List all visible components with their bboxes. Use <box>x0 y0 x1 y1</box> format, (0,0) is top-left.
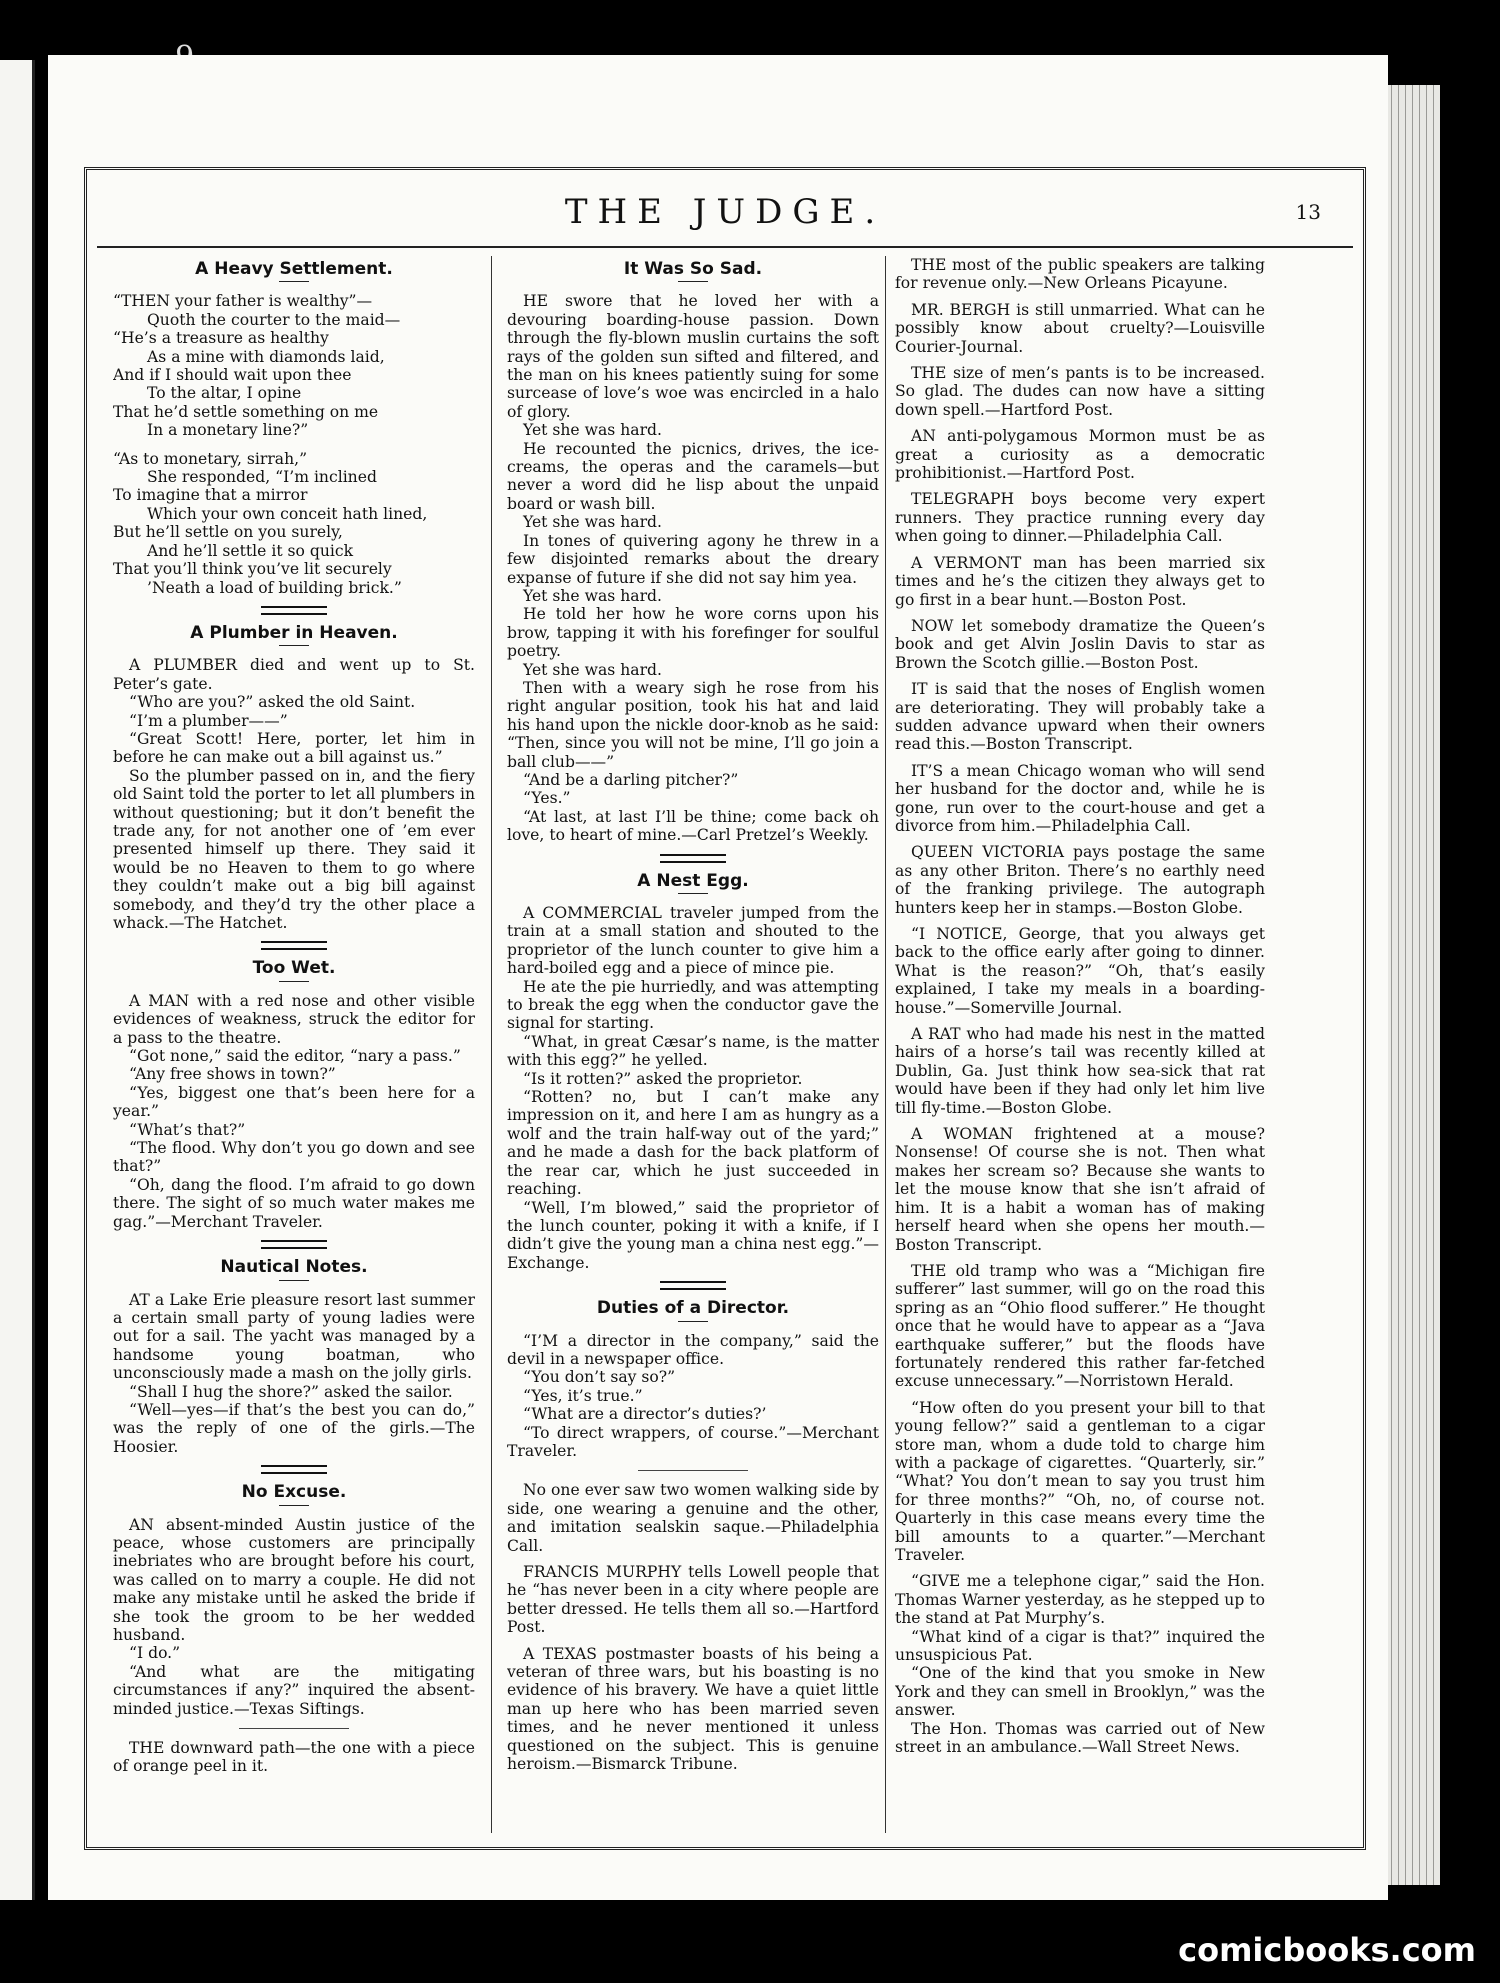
column-2 <box>507 256 879 1833</box>
paragraph: “What are a director’s duties?’ <box>523 1405 767 1424</box>
poem-line: Which your own conceit hath lined, <box>147 504 428 523</box>
paragraph: AN absent-minded Austin justice of the peace, whose customers are principally inebriates who are brought before his court, was called on to marry a couple. He did not make any mistake until he asked the bride if she took the groom to be her wedded husband. <box>113 1515 475 1644</box>
paragraph: A TEXAS postmaster boasts of his being a veteran of three wars, but his boasting is no evidence of his bravery. We have a quiet little man up here who has been married seven times, and he never mentioned it unless questioned on the subject. This is genuine heroism.—Bismarck Tribune. <box>507 1644 879 1774</box>
paragraph: Then with a weary sigh he rose from his right angular position, took his hat and laid his hand upon the nickle door-knob as he said: “Then, since you will not be mine, I’ll go join a ball club——” <box>507 678 879 771</box>
column-1 <box>113 256 475 1833</box>
paragraph: “Shall I hug the shore?” asked the sailor. <box>129 1382 453 1401</box>
paragraph: AT a Lake Erie pleasure resort last summer a certain small party of young ladies were out for a sail. The yacht was managed by a handsome young boatman, who unconsciously made a mash on the jolly girls. <box>113 1290 475 1383</box>
poem-line: To imagine that a mirror <box>113 486 308 505</box>
masthead-title: THE JUDGE. <box>564 192 886 232</box>
paragraph: THE size of men’s pants is to be increased. So glad. The dudes can now have a sitting down spell.—Hartford Post. <box>895 364 1265 419</box>
poem-line: As a mine with diamonds laid, <box>147 347 385 366</box>
poem-line: She responded, “I’m inclined <box>147 468 377 487</box>
paragraph: The Hon. Thomas was carried out of New street in an ambulance.—Wall Street News. <box>895 1719 1265 1757</box>
paragraph: THE old tramp who was a “Michigan fire sufferer” last summer, will go on the road this spring as an “Ohio flood sufferer.” He thought once that he would have to appear as a “Java earthquake sufferer,” but the floods have fortunately rendered this rather far-fetched excuse unnecessary.”—Norristown Herald. <box>895 1261 1265 1391</box>
article-title: A Plumber in Heaven. <box>190 622 398 643</box>
paragraph: A VERMONT man has been married six times and he’s the citizen they always get to go first in a bear hunt.—Boston Post. <box>895 553 1265 609</box>
article-title: Duties of a Director. <box>596 1298 790 1319</box>
title-rule <box>279 981 309 982</box>
item-separator <box>638 1470 748 1471</box>
title-rule <box>279 645 309 646</box>
paragraph: He told her how he wore corns upon his brow, tapping it with his forefinger for soulful poetry. <box>507 605 879 661</box>
paragraph: “You don’t say so?” <box>523 1368 676 1387</box>
paragraph: So the plumber passed on in, and the fiery old Saint told the porter to let all plumbers in without questioning; but it don’t benefit the trade any, for not another one of ’em ever presented himself up there. They said it would be no Heaven to them to go where they couldn’t make out a big bill against somebody, and they’d try the other place a whack.—The Hatchet. <box>113 766 475 932</box>
paragraph: “I do.” <box>129 1644 181 1663</box>
poem-line: That he’d settle something on me <box>113 402 379 421</box>
poem-line: ’Neath a load of building brick.” <box>147 578 402 597</box>
section-separator <box>261 606 327 615</box>
paragraph: IT’S a mean Chicago woman who will send her husband for the doctor and, while he is gone, run over to the court-house and get a divorce from him.—Philadelphia Call. <box>895 761 1265 835</box>
section-separator <box>261 941 327 950</box>
paragraph: “At last, at last I’ll be thine; come back oh love, to heart of mine.—Carl Pretzel’s Weekly. <box>507 807 879 845</box>
article-title: Too Wet. <box>252 958 336 979</box>
column-3 <box>895 256 1265 1833</box>
poem-line: In a monetary line?” <box>147 421 309 440</box>
title-rule <box>678 281 708 282</box>
paragraph: “One of the kind that you smoke in New York and they can smell in Brooklyn,” was the answer. <box>895 1664 1265 1720</box>
paragraph: A MAN with a red nose and other visible evidences of weakness, struck the editor for a pass to the theatre. <box>113 991 475 1047</box>
article-title: It Was So Sad. <box>623 259 763 279</box>
section-separator <box>261 1240 327 1249</box>
paragraph: No one ever saw two women walking side by side, one wearing a genuine and the other, and imitation sealskin saque.—Philadelphia Call. <box>507 1481 879 1555</box>
title-rule <box>678 893 708 894</box>
paragraph: “Yes.” <box>523 789 571 808</box>
column-rule <box>491 256 492 1833</box>
title-rule <box>279 281 309 282</box>
section-separator <box>660 854 726 863</box>
paragraph: “Is it rotten?” asked the proprietor. <box>523 1069 803 1088</box>
left-page-edge <box>0 60 35 1900</box>
page-edge-stack <box>1385 85 1440 1885</box>
article-title: No Excuse. <box>241 1482 347 1503</box>
paragraph: TELEGRAPH boys become very expert runners. They practice running every day when going to dinner.—Philadelphia Call. <box>895 490 1265 546</box>
column-rule <box>885 256 886 1833</box>
paragraph: AN anti-polygamous Mormon must be as great a curiosity as a democratic prohibitionist.—Hartford Post. <box>895 427 1265 483</box>
paragraph: A PLUMBER died and went up to St. Peter’s gate. <box>113 656 475 693</box>
paragraph: “How often do you present your bill to that young fellow?” said a gentleman to a cigar store man, whom a dude told to charge him with a package of cigarettes. “Quarterly, sir.” “What? You don’t mean to say you trust him for three months?” “Oh, no, of course not. Quarterly in this case means every time the bill amounts to a quarter.”—Merchant Traveler. <box>895 1398 1265 1564</box>
poem-line: “He’s a treasure as healthy <box>113 329 329 348</box>
paragraph: Yet she was hard. <box>523 660 662 679</box>
paragraph: “Great Scott! Here, porter, let him in before he can make out a bill against us.” <box>113 729 475 767</box>
paragraph: A WOMAN frightened at a mouse? Nonsense! Of course she is not. Then what makes her scream so? Because she wants to let the mouse know that she isn’t afraid of him. It is a habit a woman has of making herself heard when she opens her mouth.—Boston Transcript. <box>895 1125 1265 1254</box>
paragraph: “Got none,” said the editor, “nary a pass.” <box>129 1047 461 1066</box>
paragraph: “And what are the mitigating circumstances if any?” inquired the absent-minded justice.—Texas Siftings. <box>113 1662 475 1718</box>
page-frame <box>84 167 1366 1850</box>
paragraph: “Rotten? no, but I can’t make any impression on it, and here I am as hungry as a wolf and the train half-way out of the yard;” and he made a dash for the back platform of the rear car, which he just succeeded in reaching. <box>507 1088 879 1199</box>
poem-line: And if I should wait upon thee <box>113 366 352 385</box>
article-title: A Heavy Settlement. <box>195 259 393 279</box>
poem-line: That you’ll think you’ve lit securely <box>113 560 392 579</box>
poem <box>113 292 475 597</box>
item-separator <box>239 1728 349 1729</box>
poem-line: And he’ll settle it so quick <box>147 541 354 560</box>
paragraph: FRANCIS MURPHY tells Lowell people that he “has never been in a city where people are better dressed. He tells them all so.—Hartford Post. <box>507 1563 879 1637</box>
paragraph: THE downward path—the one with a piece of orange peel in it. <box>113 1739 475 1776</box>
paragraph: “And be a darling pitcher?” <box>523 770 739 789</box>
paragraph: “I NOTICE, George, that you always get back to the office early after going to dinner. What is the reason?” “Oh, that’s easily explained, I take my meals in a boarding-house.”—Somerville Journal. <box>895 925 1265 1017</box>
paragraph: “Any free shows in town?” <box>129 1065 336 1084</box>
paragraph: QUEEN VICTORIA pays postage the same as any other Briton. There’s no earthly need of the franking privilege. The autograph hunters keep her in stamps.—Boston Globe. <box>895 843 1265 917</box>
paragraph: NOW let somebody dramatize the Queen’s book and get Alvin Joslin Davis to star as Brown the Scotch gillie.—Boston Post. <box>895 616 1265 672</box>
watermark: comicbooks.com <box>1178 1931 1476 1969</box>
paragraph: Yet she was hard. <box>523 421 662 440</box>
paragraph: A COMMERCIAL traveler jumped from the train at a small station and shouted to the proprietor of the lunch counter to give him a hard-boiled egg and a piece of mince pie. <box>507 904 879 978</box>
paragraph: “Who are you?” asked the old Saint. <box>129 693 416 712</box>
paragraph: Yet she was hard. <box>523 586 662 605</box>
paragraph: “I’M a director in the company,” said the devil in a newspaper office. <box>507 1331 879 1368</box>
poem-line: Quoth the courter to the maid— <box>147 310 401 329</box>
paragraph: IT is said that the noses of English women are deteriorating. They will probably take a sudden advance upward when their owners read this.—Boston Transcript. <box>895 680 1265 754</box>
paragraph: “What kind of a cigar is that?” inquired the unsuspicious Pat. <box>895 1627 1265 1665</box>
poem-line: “THEN your father is wealthy”— <box>113 292 373 311</box>
article-title: A Nest Egg. <box>637 870 749 891</box>
paragraph: “I’m a plumber——” <box>129 711 288 730</box>
paragraph: MR. BERGH is still unmarried. What can he possibly know about cruelty?—Louisville Courier-Journal. <box>895 300 1265 356</box>
poem-line: “As to monetary, sirrah,” <box>113 449 308 468</box>
paragraph: HE swore that he loved her with a devouring boarding-house passion. Down through the fly-blown muslin curtains the soft rays of the golden sun sifted and filtered, and the man on his knees patiently suing for some surcease of love’s woe was encircled in a halo of glory. <box>507 292 879 421</box>
paragraph: He recounted the picnics, drives, the ice-creams, the operas and the caramels—but never a word did he lisp about the unpaid board or wash bill. <box>507 439 879 513</box>
poem-line: But he’ll settle on you surely, <box>113 523 343 542</box>
title-rule <box>678 1321 708 1322</box>
poem-line: To the altar, I opine <box>147 384 302 403</box>
masthead-rule <box>97 246 1353 248</box>
paragraph: He ate the pie hurriedly, and was attempting to break the egg when the conductor gave the signal for starting. <box>507 977 879 1033</box>
paragraph: “Well—yes—if that’s the best you can do,” was the reply of one of the girls.—The Hoosier. <box>113 1400 475 1456</box>
section-separator <box>261 1465 327 1474</box>
section-separator <box>660 1281 726 1290</box>
paragraph: “Yes, it’s true.” <box>523 1386 643 1405</box>
paragraph: “What, in great Cæsar’s name, is the matter with this egg?” he yelled. <box>507 1032 879 1070</box>
title-rule <box>279 1505 309 1506</box>
paragraph: “What’s that?” <box>129 1120 246 1139</box>
paragraph: In tones of quivering agony he threw in a few disjointed remarks about the dreary expanse of future if she did not say him yea. <box>507 531 879 587</box>
paragraph: “Well, I’m blowed,” said the proprietor of the lunch counter, poking it with a knife, if I didn’t give the young man a china nest egg.”—Exchange. <box>507 1198 879 1272</box>
paragraph: “GIVE me a telephone cigar,” said the Hon. Thomas Warner yesterday, as he stepped up to the stand at Pat Murphy’s. <box>895 1572 1265 1628</box>
paragraph: THE most of the public speakers are talking for revenue only.—New Orleans Picayune. <box>895 256 1265 293</box>
paragraph: “Oh, dang the flood. I’m afraid to go down there. The sight of so much water makes me gag.”—Merchant Traveler. <box>113 1175 475 1231</box>
paragraph: “Yes, biggest one that’s been here for a year.” <box>113 1083 475 1121</box>
article-title: Nautical Notes. <box>220 1257 368 1278</box>
page-number: 13 <box>1295 200 1321 224</box>
paragraph: “To direct wrappers, of course.”—Merchant Traveler. <box>507 1423 879 1460</box>
paragraph: Yet she was hard. <box>523 513 662 532</box>
paragraph: “The flood. Why don’t you go down and see that?” <box>113 1139 475 1176</box>
paragraph: A RAT who had made his nest in the matted hairs of a horse’s tail was recently killed at Dublin, Ga. Just think how sea-sick that rat would have been if they had only let him live till fly-time.—Boston Globe. <box>895 1025 1265 1117</box>
title-rule <box>279 1280 309 1281</box>
